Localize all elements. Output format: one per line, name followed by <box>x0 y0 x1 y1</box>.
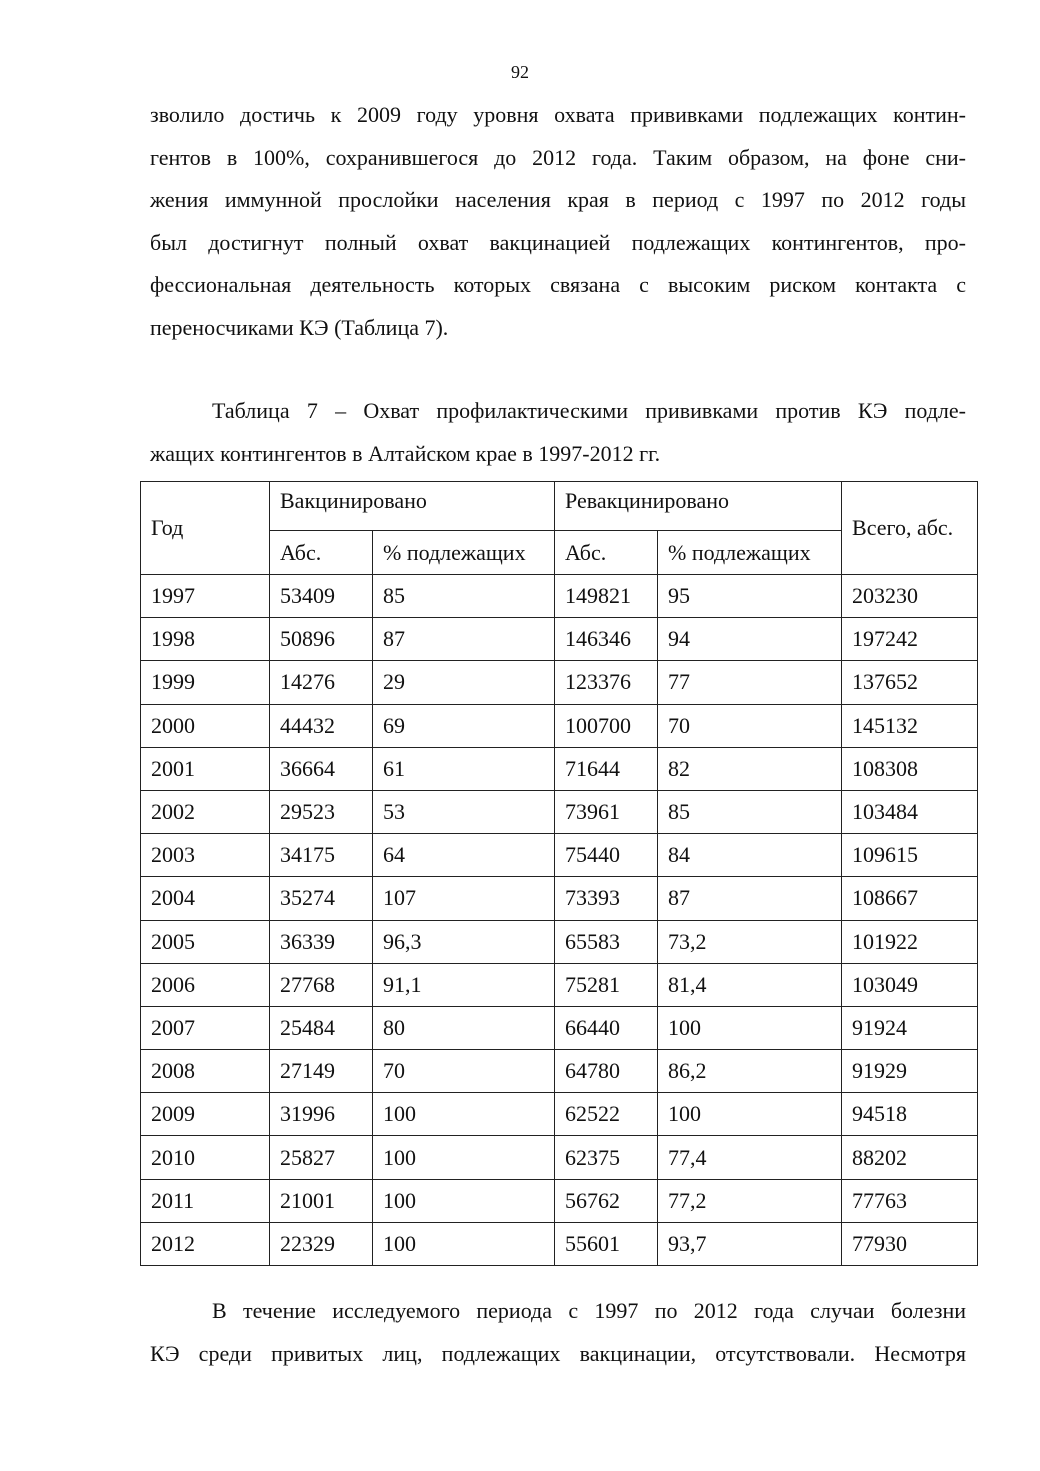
cell-vaccinated-abs: 36664 <box>270 747 373 790</box>
cell-revaccinated-percent: 85 <box>658 790 842 833</box>
table-header-row <box>141 482 978 531</box>
cell-revaccinated-percent: 77 <box>658 661 842 704</box>
header-revaccinated: Ревакцинировано <box>555 482 842 531</box>
cell-vaccinated-percent: 100 <box>373 1222 555 1265</box>
cell-revaccinated-abs: 146346 <box>555 618 658 661</box>
cell-revaccinated-abs: 66440 <box>555 1006 658 1049</box>
cell-vaccinated-percent: 64 <box>373 834 555 877</box>
table-row <box>141 618 978 661</box>
cell-vaccinated-abs: 22329 <box>270 1222 373 1265</box>
cell-vaccinated-abs: 29523 <box>270 790 373 833</box>
cell-revaccinated-percent: 94 <box>658 618 842 661</box>
cell-vaccinated-percent: 100 <box>373 1093 555 1136</box>
cell-revaccinated-abs: 149821 <box>555 575 658 618</box>
vaccination-table <box>140 481 978 1266</box>
header-revaccinated-abs: Абс. <box>555 531 658 575</box>
table-row <box>141 1136 978 1179</box>
table-row <box>141 747 978 790</box>
caption-line: жащих контингентов в Алтайском крае в 1997-2012 гг. <box>150 440 661 466</box>
cell-revaccinated-percent: 87 <box>658 877 842 920</box>
cell-year: 1998 <box>141 618 270 661</box>
cell-total: 109615 <box>842 834 978 877</box>
table-row <box>141 1050 978 1093</box>
cell-revaccinated-percent: 100 <box>658 1006 842 1049</box>
cell-vaccinated-percent: 70 <box>373 1050 555 1093</box>
header-vaccinated: Вакцинировано <box>270 482 555 531</box>
cell-vaccinated-percent: 80 <box>373 1006 555 1049</box>
cell-vaccinated-abs: 34175 <box>270 834 373 877</box>
cell-year: 2009 <box>141 1093 270 1136</box>
cell-year: 1997 <box>141 575 270 618</box>
cell-vaccinated-abs: 53409 <box>270 575 373 618</box>
intro-line: переносчиками КЭ (Таблица 7). <box>150 314 449 340</box>
cell-revaccinated-abs: 62375 <box>555 1136 658 1179</box>
cell-vaccinated-percent: 53 <box>373 790 555 833</box>
cell-total: 77930 <box>842 1222 978 1265</box>
intro-line: жения иммунной прослойки населения края в период с 1997 по 2012 годы <box>150 187 966 212</box>
cell-total: 88202 <box>842 1136 978 1179</box>
cell-year: 2006 <box>141 963 270 1006</box>
cell-vaccinated-abs: 14276 <box>270 661 373 704</box>
header-year: Год <box>141 482 270 575</box>
cell-vaccinated-abs: 21001 <box>270 1179 373 1222</box>
cell-total: 94518 <box>842 1093 978 1136</box>
cell-year: 2011 <box>141 1179 270 1222</box>
table-row <box>141 1006 978 1049</box>
cell-vaccinated-percent: 87 <box>373 618 555 661</box>
intro-line: фессиональная деятельность которых связана с высоким риском контакта с <box>150 272 966 297</box>
cell-vaccinated-percent: 61 <box>373 747 555 790</box>
cell-revaccinated-percent: 81,4 <box>658 963 842 1006</box>
table-body <box>141 575 978 1266</box>
cell-year: 2008 <box>141 1050 270 1093</box>
cell-vaccinated-percent: 85 <box>373 575 555 618</box>
cell-revaccinated-abs: 55601 <box>555 1222 658 1265</box>
table-row <box>141 1093 978 1136</box>
table-caption <box>150 390 966 475</box>
table-row <box>141 1179 978 1222</box>
cell-year: 2000 <box>141 704 270 747</box>
cell-year: 2003 <box>141 834 270 877</box>
cell-revaccinated-abs: 65583 <box>555 920 658 963</box>
cell-year: 2002 <box>141 790 270 833</box>
cell-total: 108308 <box>842 747 978 790</box>
cell-vaccinated-abs: 25827 <box>270 1136 373 1179</box>
cell-vaccinated-percent: 69 <box>373 704 555 747</box>
cell-vaccinated-percent: 96,3 <box>373 920 555 963</box>
header-revaccinated-percent: % подлежащих <box>658 531 842 575</box>
cell-vaccinated-percent: 29 <box>373 661 555 704</box>
cell-revaccinated-percent: 73,2 <box>658 920 842 963</box>
cell-revaccinated-percent: 77,2 <box>658 1179 842 1222</box>
cell-total: 103049 <box>842 963 978 1006</box>
cell-revaccinated-abs: 75440 <box>555 834 658 877</box>
cell-total: 145132 <box>842 704 978 747</box>
cell-revaccinated-abs: 123376 <box>555 661 658 704</box>
table-row <box>141 790 978 833</box>
cell-revaccinated-abs: 73393 <box>555 877 658 920</box>
outro-line: КЭ среди привитых лиц, подлежащих вакцинации, отсутствовали. Несмотря <box>150 1340 966 1366</box>
cell-revaccinated-percent: 93,7 <box>658 1222 842 1265</box>
table-row <box>141 834 978 877</box>
cell-total: 137652 <box>842 661 978 704</box>
cell-year: 2004 <box>141 877 270 920</box>
cell-revaccinated-percent: 77,4 <box>658 1136 842 1179</box>
cell-vaccinated-abs: 31996 <box>270 1093 373 1136</box>
cell-revaccinated-percent: 86,2 <box>658 1050 842 1093</box>
cell-revaccinated-abs: 62522 <box>555 1093 658 1136</box>
cell-revaccinated-abs: 73961 <box>555 790 658 833</box>
intro-line: гентов в 100%, сохранившегося до 2012 года. Таким образом, на фоне сни- <box>150 144 966 170</box>
cell-year: 2010 <box>141 1136 270 1179</box>
cell-year: 2001 <box>141 747 270 790</box>
cell-vaccinated-abs: 44432 <box>270 704 373 747</box>
cell-vaccinated-abs: 25484 <box>270 1006 373 1049</box>
outro-line: В течение исследуемого периода с 1997 по 2012 года случаи болезни <box>212 1298 966 1323</box>
cell-revaccinated-percent: 82 <box>658 747 842 790</box>
table-row <box>141 575 978 618</box>
cell-vaccinated-percent: 107 <box>373 877 555 920</box>
table-row <box>141 920 978 963</box>
cell-year: 1999 <box>141 661 270 704</box>
cell-total: 91929 <box>842 1050 978 1093</box>
outro-paragraph <box>150 1290 966 1375</box>
cell-year: 2005 <box>141 920 270 963</box>
header-vaccinated-abs: Абс. <box>270 531 373 575</box>
cell-vaccinated-abs: 27149 <box>270 1050 373 1093</box>
caption-line: Таблица 7 – Охват профилактическими прививками против КЭ подле- <box>212 398 966 423</box>
cell-total: 108667 <box>842 877 978 920</box>
table-row <box>141 877 978 920</box>
cell-revaccinated-percent: 84 <box>658 834 842 877</box>
cell-revaccinated-abs: 56762 <box>555 1179 658 1222</box>
cell-total: 77763 <box>842 1179 978 1222</box>
cell-year: 2007 <box>141 1006 270 1049</box>
cell-vaccinated-abs: 35274 <box>270 877 373 920</box>
table-row <box>141 704 978 747</box>
cell-total: 203230 <box>842 575 978 618</box>
cell-year: 2012 <box>141 1222 270 1265</box>
cell-vaccinated-abs: 50896 <box>270 618 373 661</box>
intro-paragraph <box>150 94 966 349</box>
header-total: Всего, абс. <box>842 482 978 575</box>
table-row <box>141 661 978 704</box>
cell-revaccinated-abs: 75281 <box>555 963 658 1006</box>
cell-vaccinated-abs: 36339 <box>270 920 373 963</box>
cell-revaccinated-percent: 100 <box>658 1093 842 1136</box>
cell-revaccinated-percent: 70 <box>658 704 842 747</box>
page-number: 92 <box>511 62 529 82</box>
cell-vaccinated-percent: 100 <box>373 1179 555 1222</box>
cell-vaccinated-percent: 91,1 <box>373 963 555 1006</box>
cell-vaccinated-abs: 27768 <box>270 963 373 1006</box>
cell-revaccinated-abs: 64780 <box>555 1050 658 1093</box>
header-vaccinated-percent: % подлежащих <box>373 531 555 575</box>
cell-total: 101922 <box>842 920 978 963</box>
cell-total: 197242 <box>842 618 978 661</box>
cell-revaccinated-abs: 71644 <box>555 747 658 790</box>
intro-line: был достигнут полный охват вакцинацией подлежащих контингентов, про- <box>150 229 966 255</box>
table-row <box>141 1222 978 1265</box>
cell-total: 91924 <box>842 1006 978 1049</box>
cell-revaccinated-abs: 100700 <box>555 704 658 747</box>
cell-total: 103484 <box>842 790 978 833</box>
cell-revaccinated-percent: 95 <box>658 575 842 618</box>
intro-line: зволило достичь к 2009 году уровня охвата прививками подлежащих контин- <box>150 102 966 127</box>
table-row <box>141 963 978 1006</box>
cell-vaccinated-percent: 100 <box>373 1136 555 1179</box>
